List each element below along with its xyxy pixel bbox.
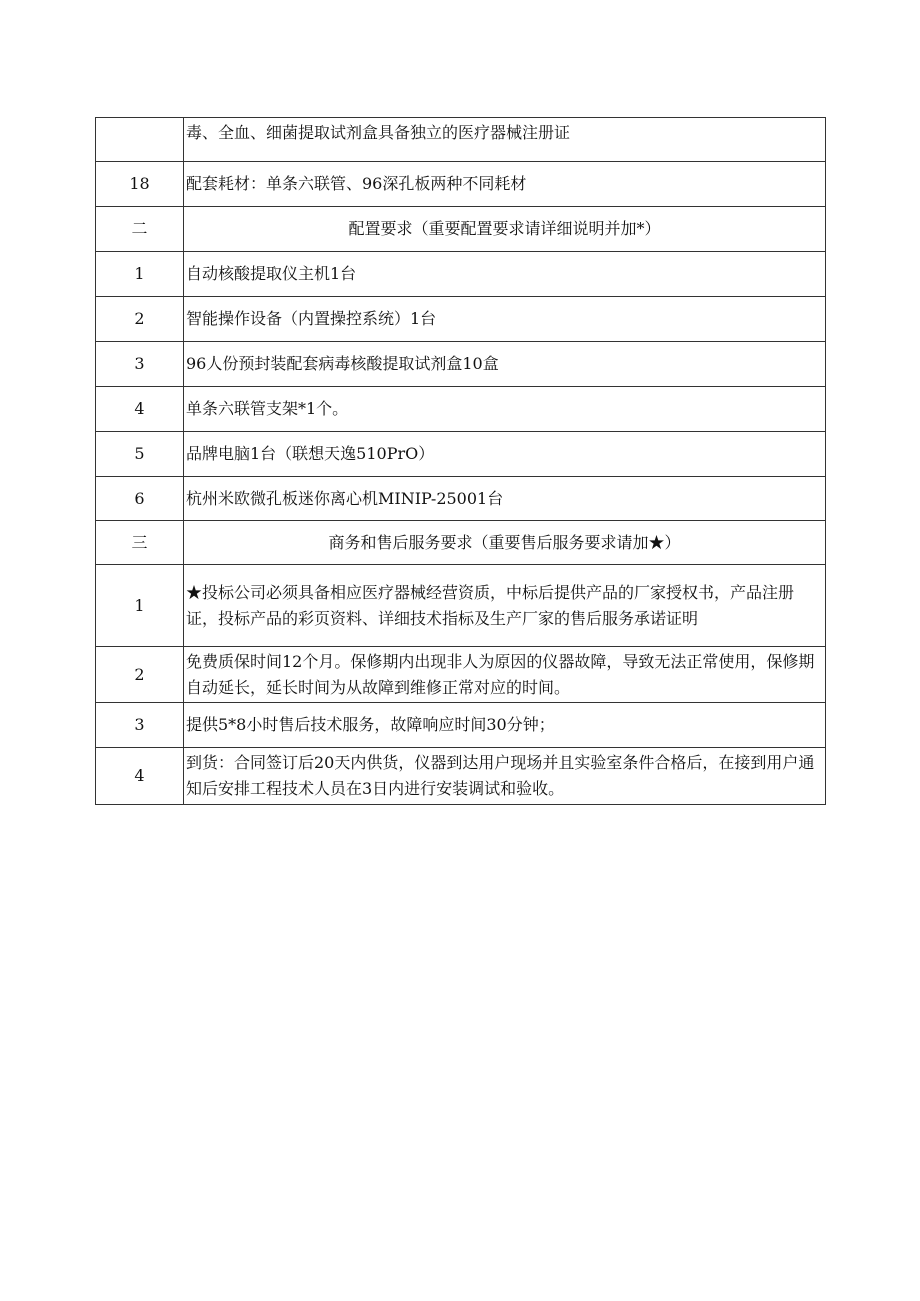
row-number: 6	[96, 477, 184, 521]
section-number: 二	[96, 207, 184, 252]
row-text: 自动核酸提取仪主机1台	[184, 252, 826, 297]
row-text: 免费质保时间12个月。保修期内出现非人为原因的仪器故障，导致无法正常使用，保修期自动延长，延长时间为从故障到维修正常对应的时间。	[184, 647, 826, 703]
section-title: 商务和售后服务要求（重要售后服务要求请加★）	[184, 521, 826, 565]
section-header-row	[96, 521, 826, 565]
row-text: 品牌电脑1台（联想天逸510PrO）	[184, 432, 826, 477]
row-number: 4	[96, 748, 184, 805]
row-text: 配套耗材：单条六联管、96深孔板两种不同耗材	[184, 162, 826, 207]
row-number: 5	[96, 432, 184, 477]
section-title: 配置要求（重要配置要求请详细说明并加*）	[184, 207, 826, 252]
row-number: 4	[96, 387, 184, 432]
table-row	[96, 647, 826, 703]
row-text: 提供5*8小时售后技术服务，故障响应时间30分钟；	[184, 703, 826, 748]
row-text: 毒、全血、细菌提取试剂盒具备独立的医疗器械注册证	[184, 118, 826, 162]
row-text: 到货：合同签订后20天内供货，仪器到达用户现场并且实验室条件合格后，在接到用户通知后安排工程技术人员在3日内进行安装调试和验收。	[184, 748, 826, 805]
table-row	[96, 565, 826, 647]
table-row	[96, 703, 826, 748]
row-text: 智能操作设备（内置操控系统）1台	[184, 297, 826, 342]
section-number: 三	[96, 521, 184, 565]
row-number: 18	[96, 162, 184, 207]
section-header-row	[96, 207, 826, 252]
row-number	[96, 118, 184, 162]
table-row	[96, 387, 826, 432]
table-row	[96, 297, 826, 342]
row-number: 2	[96, 647, 184, 703]
table-row	[96, 162, 826, 207]
row-number: 3	[96, 342, 184, 387]
row-text: 单条六联管支架*1个。	[184, 387, 826, 432]
table-row	[96, 748, 826, 805]
table-row	[96, 118, 826, 162]
row-text: 96人份预封装配套病毒核酸提取试剂盒10盒	[184, 342, 826, 387]
row-text: 杭州米欧微孔板迷你离心机MINIP-25001台	[184, 477, 826, 521]
requirements-table	[95, 117, 826, 805]
row-number: 1	[96, 565, 184, 647]
row-text: ★投标公司必须具备相应医疗器械经营资质，中标后提供产品的厂家授权书，产品注册证，投标产品的彩页资料、详细技术指标及生产厂家的售后服务承诺证明	[184, 565, 826, 647]
table-row	[96, 432, 826, 477]
row-number: 3	[96, 703, 184, 748]
table-row	[96, 477, 826, 521]
row-number: 2	[96, 297, 184, 342]
table-row	[96, 342, 826, 387]
table-row	[96, 252, 826, 297]
row-number: 1	[96, 252, 184, 297]
